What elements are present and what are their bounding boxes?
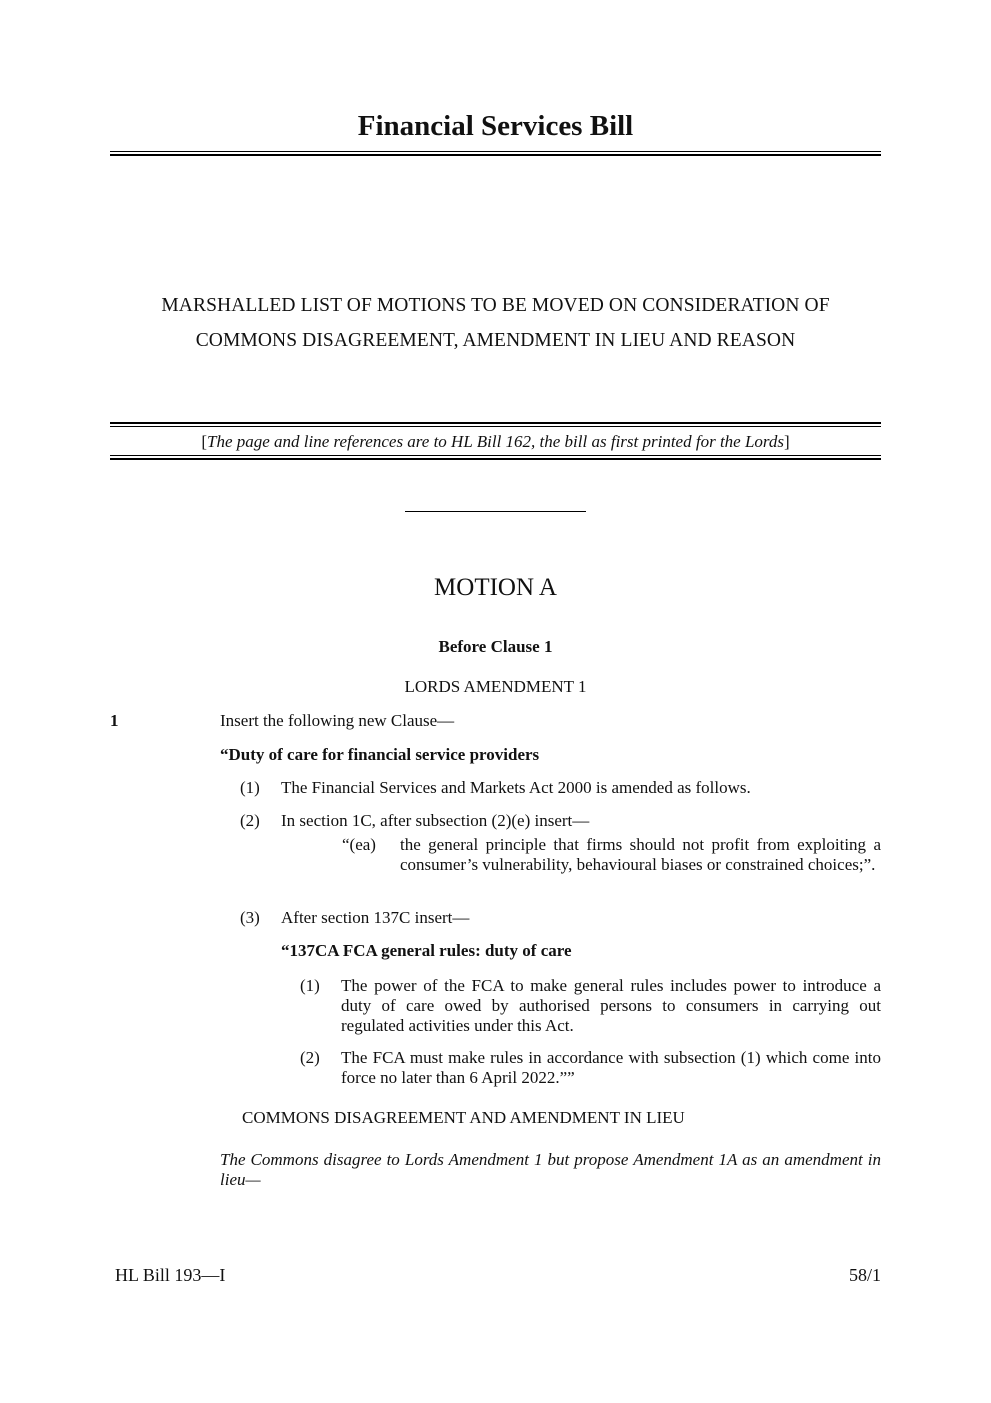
- subsection-1-number: (1): [240, 778, 260, 797]
- new-section-sub-1-number: (1): [300, 976, 320, 995]
- subsection-3-number: (3): [240, 908, 260, 927]
- inserted-para-text: the general principle that firms should not profit from exploiting a consumer’s vulnerability, behavioural biases or constrained choices;”.: [400, 835, 881, 874]
- reference-text: The page and line references are to HL Bill 162, the bill as first printed for the Lords: [206, 432, 785, 451]
- new-clause-title: “Duty of care for financial service providers: [220, 745, 540, 764]
- subtitle-line-1: MARSHALLED LIST OF MOTIONS TO BE MOVED ON CONSIDERATION OF: [161, 295, 830, 316]
- inserted-para-number: “(ea): [342, 835, 376, 854]
- footer-page-ref: 58/1: [848, 1265, 881, 1285]
- commons-heading: COMMONS DISAGREEMENT AND AMENDMENT IN LIEU: [242, 1108, 685, 1127]
- footer-bill-number: HL Bill 193—I: [115, 1265, 226, 1285]
- title-double-rule: [110, 151, 881, 156]
- reference-top-rule: [110, 422, 881, 427]
- document-title: Financial Services Bill: [357, 110, 634, 142]
- amendment-intro: Insert the following new Clause—: [220, 711, 455, 730]
- amendment-heading: LORDS AMENDMENT 1: [404, 677, 587, 696]
- motion-heading: MOTION A: [434, 574, 557, 601]
- subsection-2-text: In section 1C, after subsection (2)(e) insert—: [281, 811, 590, 830]
- clause-heading: Before Clause 1: [438, 637, 553, 656]
- new-section-sub-2-number: (2): [300, 1048, 320, 1067]
- new-section-sub-2-text: The FCA must make rules in accordance with subsection (1) which come into force no later than 6 April 2022.””: [341, 1048, 881, 1087]
- amendment-number: 1: [110, 711, 119, 730]
- bracket-close: ]: [784, 432, 790, 451]
- section-divider: [405, 511, 586, 512]
- new-section-title: “137CA FCA general rules: duty of care: [281, 941, 572, 960]
- subsection-3-text: After section 137C insert—: [281, 908, 470, 927]
- new-section-sub-1-text: The power of the FCA to make general rules includes power to introduce a duty of care owed by authorised persons to consumers in carrying out regulated activities under this Act.: [341, 976, 881, 1035]
- reference-note: [110, 432, 881, 452]
- subsection-2-number: (2): [240, 811, 260, 830]
- reference-bottom-rule: [110, 455, 881, 460]
- subtitle-line-2: COMMONS DISAGREEMENT, AMENDMENT IN LIEU AND REASON: [195, 330, 796, 351]
- commons-text: The Commons disagree to Lords Amendment 1 but propose Amendment 1A as an amendment in lieu—: [220, 1150, 881, 1189]
- bracket-open: [: [201, 432, 207, 451]
- subsection-1-text: The Financial Services and Markets Act 2000 is amended as follows.: [281, 778, 751, 797]
